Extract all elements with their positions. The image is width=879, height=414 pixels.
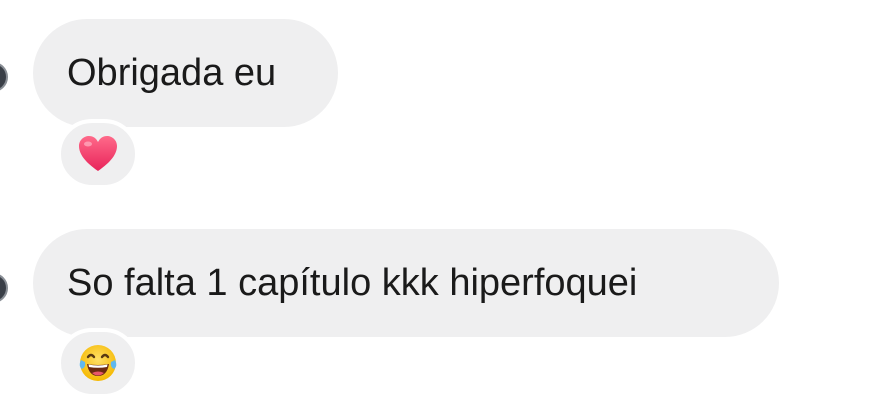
message-bubble[interactable] [33,229,779,337]
message-text: Obrigada eu [67,51,277,94]
message-reaction[interactable] [57,328,139,398]
message-bubble[interactable] [33,19,338,127]
face-with-tears-of-joy-icon [77,342,119,384]
sender-avatar[interactable] [0,273,8,303]
message-text: So falta 1 capítulo kkk hiperfoquei [67,261,638,304]
message-reaction[interactable] [57,119,139,189]
sender-avatar[interactable] [0,62,8,92]
red-heart-icon [77,134,119,174]
